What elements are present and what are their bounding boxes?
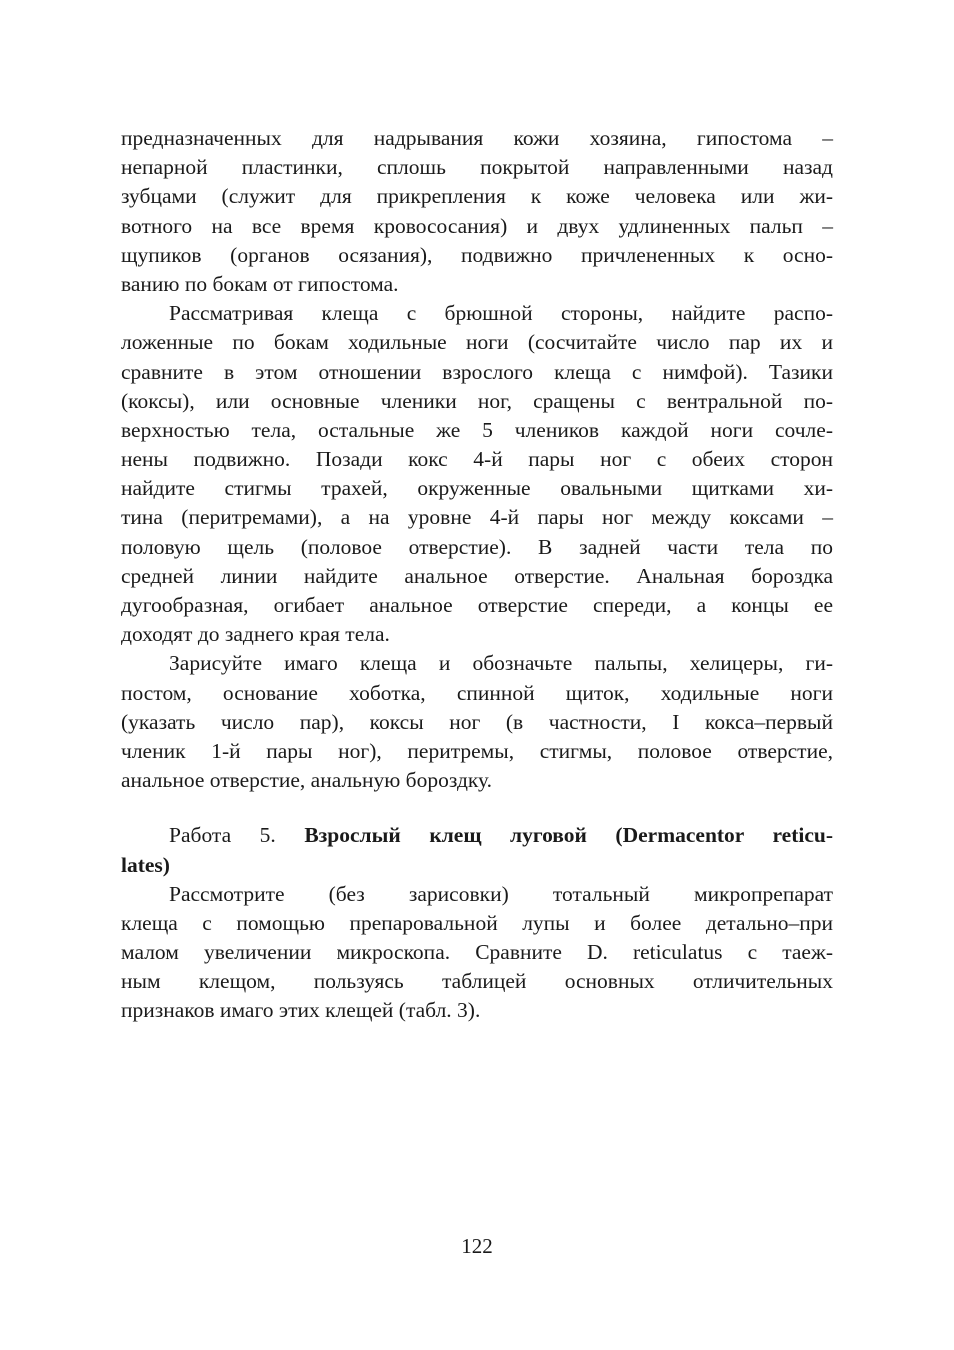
text-line: половую щель (половое отверстие). В задней части тела по xyxy=(121,534,833,559)
text-line: ным клещом, пользуясь таблицей основных отличительных xyxy=(121,969,833,994)
text-line: найдите стигмы трахей, окруженные овальными щитками хи- xyxy=(121,476,833,501)
text-line: верхностью тела, остальные же 5 члеников каждой ноги сочле- xyxy=(121,417,833,442)
text-line: малом увеличении микроскопа. Сравните D. reticulatus с таеж- xyxy=(121,940,833,965)
paragraph-3 xyxy=(121,649,833,795)
heading-title: Взрослый клещ луговой (Dermacentor reticu- xyxy=(304,823,833,848)
heading-title-continuation: lates) xyxy=(121,852,170,877)
text-line: дугообразная, огибает анальное отверстие спереди, а концы ее xyxy=(121,593,833,617)
page-number: 122 xyxy=(461,1234,493,1258)
paragraph-1 xyxy=(121,124,833,299)
text-line: анальное отверстие, анальную бороздку. xyxy=(121,768,493,793)
section-spacer xyxy=(121,795,833,821)
paragraph-4 xyxy=(121,880,833,1026)
text-line: нены подвижно. Позади кокс 4-й пары ног с обеих сторон xyxy=(121,447,833,472)
text-line: Рассмотрите (без зарисовки) тотальный микропрепарат xyxy=(169,881,833,906)
heading-line xyxy=(121,821,833,850)
text-line: Рассматривая клеща с брюшной стороны, найдите распо- xyxy=(169,301,833,326)
section-heading xyxy=(121,821,833,879)
text-line: (коксы), или основные членики ног, сращены с вентральной по- xyxy=(121,388,833,413)
text-line: ванию по бокам от гипостома. xyxy=(121,271,399,296)
text-line: непарной пластинки, сплошь покрытой направленными назад xyxy=(121,155,833,180)
text-line: зубцами (служит для прикрепления к коже человека или жи- xyxy=(121,184,833,209)
text-line: щупиков (органов осязания), подвижно причлененных к осно- xyxy=(121,242,833,267)
text-line: сравните в этом отношении взрослого клеща с нимфой). Тазики xyxy=(121,359,833,384)
text-line: тина (перитремами), а на уровне 4-й пары ног между коксами – xyxy=(121,505,833,530)
page-body xyxy=(121,124,833,1026)
text-line: признаков имаго этих клещей (табл. 3). xyxy=(121,998,481,1023)
text-line: средней линии найдите анальное отверстие. Анальная бороздка xyxy=(121,563,833,588)
text-line: предназначенных для надрывания кожи хозяина, гипостома – xyxy=(121,126,833,150)
text-line: клеща с помощью препаровальной лупы и более детально–при xyxy=(121,910,833,935)
text-line: Зарисуйте имаго клеща и обозначьте пальпы, хелицеры, ги- xyxy=(169,651,833,676)
text-line: доходят до заднего края тела. xyxy=(121,622,390,647)
text-line: постом, основание хоботка, спинной щиток, ходильные ноги xyxy=(121,680,833,705)
text-line: членик 1-й пары ног), перитремы, стигмы, половое отверстие, xyxy=(121,738,833,763)
paragraph-2 xyxy=(121,299,833,649)
text-line: вотного на все время кровососания) и двух удлиненных пальп – xyxy=(121,213,833,238)
text-line: ложенные по бокам ходильные ноги (сосчитайте число пар их и xyxy=(121,330,833,355)
text-line: (указать число пар), коксы ног (в частности, I кокса–первый xyxy=(121,709,833,734)
heading-prefix: Работа 5. xyxy=(169,823,276,848)
